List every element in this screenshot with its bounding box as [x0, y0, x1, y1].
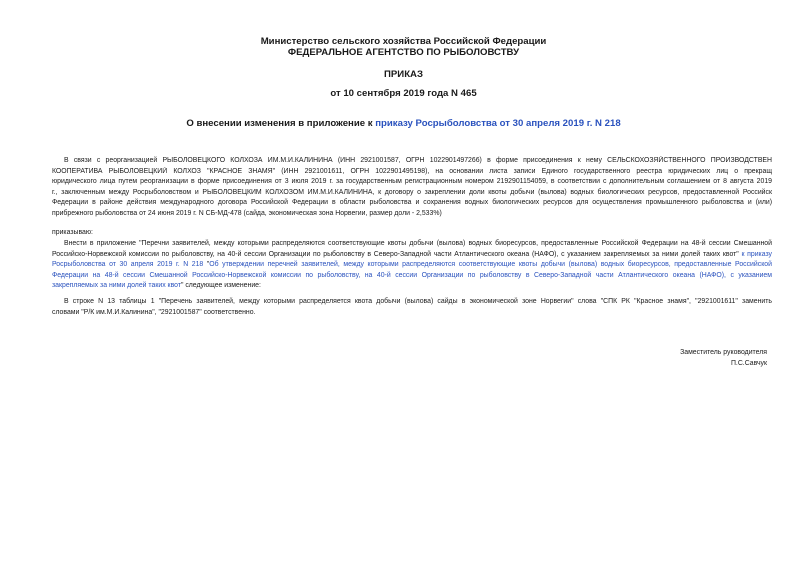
line-text: " следующее изменение:	[180, 282, 261, 289]
document-type: ПРИКАЗ	[384, 69, 423, 80]
order-link[interactable]: к приказу	[741, 250, 772, 258]
paragraph-reorganization	[52, 156, 772, 219]
agency-title: ФЕДЕРАЛЬНОЕ АГЕНТСТВО ПО РЫБОЛОВСТВУ	[287, 47, 520, 58]
paragraph-line	[52, 250, 772, 261]
line-text: Российско-Норвежской комиссии по рыболовству, на 40-й сессии Организации по рыболовству в Северо-Западной части Атлантического океана (НАФО), с указанием закрепляемых за ними долей таких квот"	[52, 250, 742, 258]
paragraph-line: г., заключенным между Росрыболовством и РЫБОЛОВЕЦКИМ КОЛХОЗОМ ИМ.М.И.КАЛИНИНА, к договору о закреплении доли квоты добычи (вылова) водных биологических ресурсов, предоставленной Российск	[52, 188, 772, 196]
paragraph-line: КООПЕРАТИВА РЫБОЛОВЕЦКИЙ КОЛХОЗ "КРАСНОЕ ЗНАМЯ" (ИНН 2921001611, ОГРН 1022901495198), на основании листа записи Единого государственного реестра юридических лиц о прекращ	[52, 167, 772, 175]
order-link[interactable]: Росрыболовства от 30 апреля 2019 г. N 218	[52, 261, 204, 268]
signature-name: П.С.Савчук	[730, 360, 767, 367]
paragraph-line: В строке N 13 таблицы 1 "Перечень заявителей, между которыми распределяется квота добычи (вылова) сайды в экономической зоне Норвегии" слова "СПК РК "Красное знамя", "2921001611" заменить	[64, 298, 772, 305]
ministry-title: Министерство сельского хозяйства Российской Федерации	[260, 36, 547, 47]
paragraph-line	[52, 281, 772, 292]
order-title-link[interactable]: Федерации на 48-й сессии Смешанной Российско-Норвежской комиссии по рыболовству, на 40-й сессии Организации по рыболовству в Северо-Западной части Атлантического океана (НАФО), с указанием	[52, 271, 772, 279]
subject-text: О внесении изменения в приложение к	[186, 118, 376, 129]
document-date-number: от 10 сентября 2019 года N 465	[330, 88, 477, 99]
paragraph-line	[52, 260, 772, 271]
paragraph-line: словами "Р/К им.М.И.Калинина", "2921001587" соответственно.	[52, 308, 256, 316]
paragraph-line: юридического лица путем реорганизации в форме присоединения от 3 июля 2019 г. за государственным регистрационным номером 2192901154059, в соответствии с дополнительным соглашением от 8 августа 2019	[52, 178, 772, 185]
paragraph-amendment	[52, 239, 772, 292]
paragraph-line: прибрежного рыболовства от 24 июня 2019 г. N СБ-МД-478 (сайда, экономическая зона Норвегии, размер доли - 2,533%)	[52, 209, 442, 217]
paragraph-line: Внести в приложение "Перечни заявителей, между которыми распределяются соответствующие квоты добычи (вылова) водных биоресурсов, предоставленные Российской Федерации на 48-й сессии Смешанной	[64, 240, 772, 247]
order-word: приказываю:	[52, 229, 93, 236]
signature-position: Заместитель руководителя	[680, 349, 767, 356]
paragraph-line: В связи с реорганизацией РЫБОЛОВЕЦКОГО КОЛХОЗА ИМ.М.И.КАЛИНИНА (ИНН 2921001587, ОГРН 1022901497266) в форме присоединения к нему СЕЛЬСКОХОЗЯЙСТВЕННОГО ПРОИЗВОДСТВЕН	[64, 157, 772, 164]
line-text: "	[203, 261, 210, 268]
paragraph-line: Федерации в районе действия международного договора Российской Федерации в области рыболовства и сохранения водных биологических ресурсов для осуществления промышленного рыболовства и (или)	[52, 199, 772, 206]
document-subject	[0, 118, 807, 129]
order-title-link[interactable]: закрепляемых за ними долей таких квот	[52, 282, 181, 289]
subject-order-link[interactable]: приказу Росрыболовства от 30 апреля 2019 г. N 218	[375, 118, 621, 129]
order-title-link[interactable]: Об утверждении перечней заявителей, между которыми распределяются соответствующие квоты добычи (вылова) водных биоресурсов, предоставленные Российской	[209, 261, 772, 268]
paragraph-change	[52, 297, 772, 318]
